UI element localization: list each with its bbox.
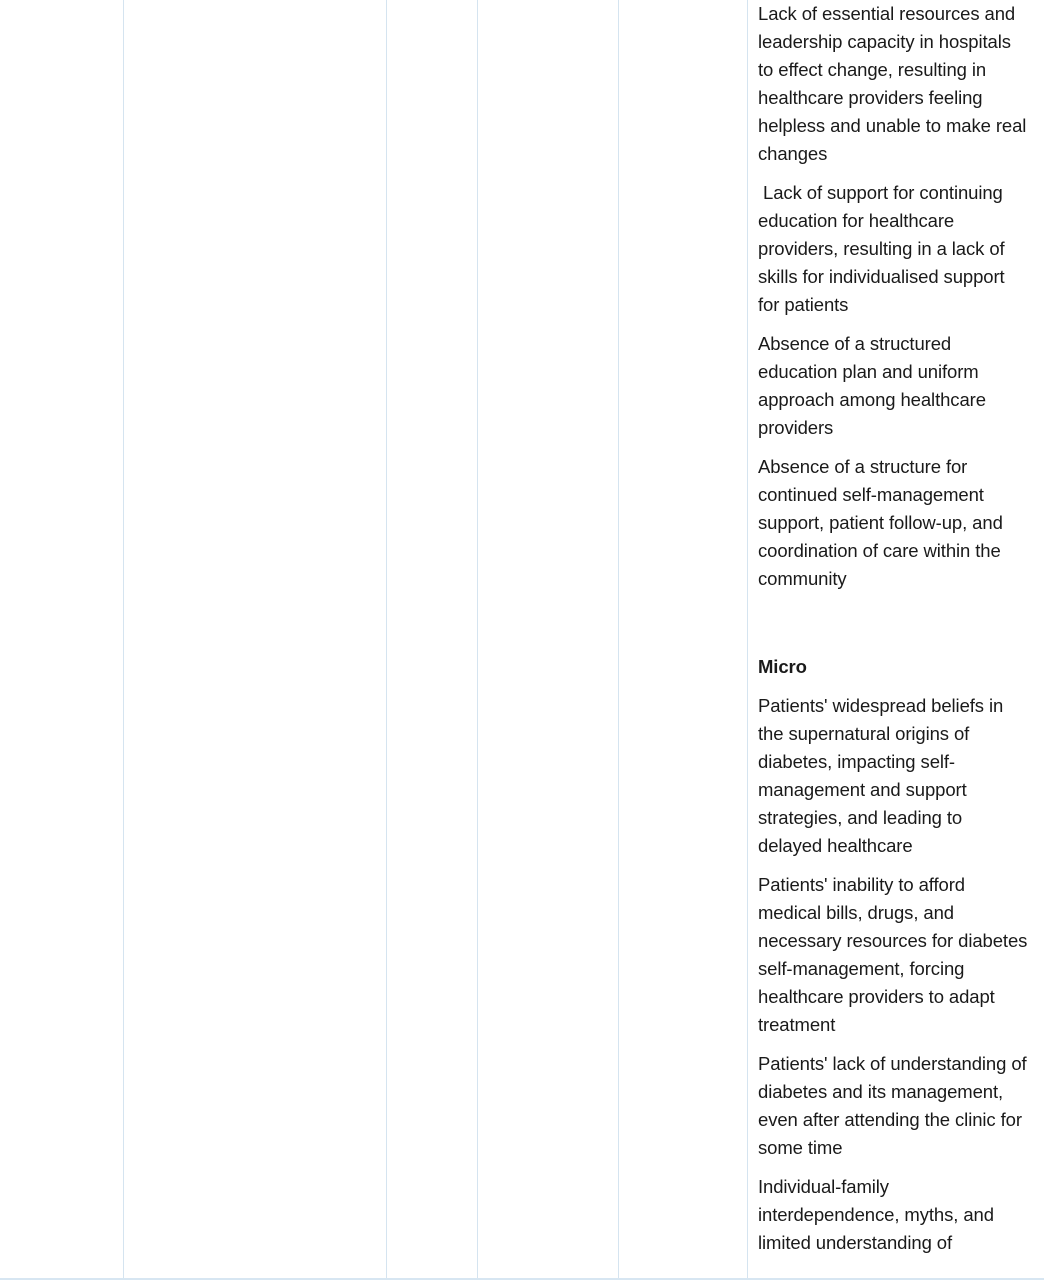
column-divider-2 xyxy=(386,0,387,1278)
cell-paragraph: Absence of a structure for continued self-management support, patient follow-up, and coordination of care within the community xyxy=(758,456,1003,589)
table-cell-barriers xyxy=(758,0,1030,1268)
cell-paragraph: Patients' widespread beliefs in the supernatural origins of diabetes, impacting self-management and support strategies, and leading to delayed healthcare xyxy=(758,695,1004,856)
column-divider-3 xyxy=(477,0,478,1278)
cell-paragraph: Lack of essential resources and leadership capacity in hospitals to effect change, resulting in healthcare providers feeling helpless and unable to make real changes xyxy=(758,3,1027,164)
cell-paragraph: Patients' inability to afford medical bills, drugs, and necessary resources for diabetes self-management, forcing healthcare providers to adapt treatment xyxy=(758,874,1028,1035)
cell-paragraph: Absence of a structured education plan and uniform approach among healthcare providers xyxy=(758,333,986,438)
column-divider-4 xyxy=(618,0,619,1278)
column-divider-5 xyxy=(747,0,748,1278)
column-divider-1 xyxy=(123,0,124,1278)
cell-paragraph: Patients' lack of understanding of diabetes and its management, even after attending the clinic for some time xyxy=(758,1053,1027,1158)
cell-paragraph: Individual-family interdependence, myths, and limited understanding of xyxy=(758,1176,994,1253)
section-heading: Micro xyxy=(758,656,807,677)
cell-paragraph: Lack of support for continuing education for healthcare providers, resulting in a lack of skills for individualised support for patients xyxy=(758,182,1010,315)
